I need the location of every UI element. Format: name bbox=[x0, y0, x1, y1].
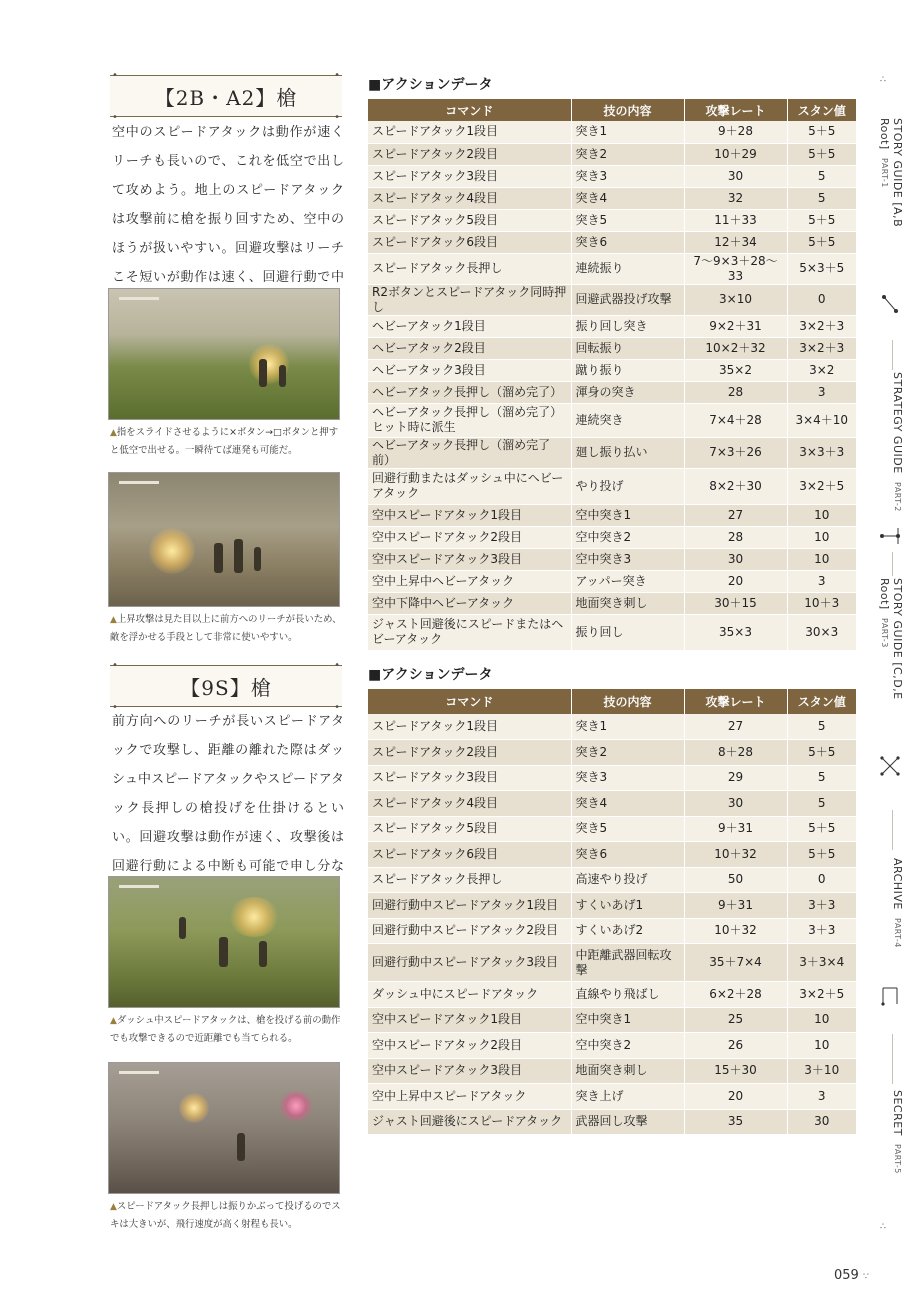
table-row bbox=[368, 187, 856, 209]
table-row bbox=[368, 570, 856, 592]
stun-value-cell: 10 bbox=[787, 548, 856, 570]
table-row bbox=[368, 165, 856, 187]
attack-rate-cell: 9＋31 bbox=[684, 816, 787, 842]
table-row bbox=[368, 614, 856, 650]
move-cell: 突き5 bbox=[571, 816, 684, 842]
table-row bbox=[368, 284, 856, 315]
stun-value-cell: 5＋5 bbox=[787, 143, 856, 165]
move-cell: アッパー突き bbox=[571, 570, 684, 592]
command-cell: 回避行動またはダッシュ中にヘビーアタック bbox=[368, 468, 571, 504]
move-cell: 回避武器投げ攻撃 bbox=[571, 284, 684, 315]
move-cell: 突き2 bbox=[571, 740, 684, 766]
column-header: 技の内容 bbox=[571, 689, 684, 714]
table-row bbox=[368, 315, 856, 337]
move-cell: 武器回し攻撃 bbox=[571, 1109, 684, 1135]
table-row bbox=[368, 468, 856, 504]
stun-value-cell: 5＋5 bbox=[787, 816, 856, 842]
move-cell: 廻し振り払い bbox=[571, 437, 684, 468]
attack-rate-cell: 8＋28 bbox=[684, 740, 787, 766]
stun-value-cell: 3＋3×4 bbox=[787, 944, 856, 982]
command-cell: 回避行動中スピードアタック2段目 bbox=[368, 918, 571, 944]
attack-rate-cell: 9＋31 bbox=[684, 893, 787, 919]
attack-rate-cell: 28 bbox=[684, 526, 787, 548]
table-row bbox=[368, 842, 856, 868]
screenshot-image bbox=[108, 1062, 340, 1194]
screenshot-image bbox=[108, 288, 340, 420]
column-header: 攻撃レート bbox=[684, 99, 787, 121]
move-cell: 突き1 bbox=[571, 714, 684, 740]
command-cell: スピードアタック6段目 bbox=[368, 231, 571, 253]
move-cell: 空中突き1 bbox=[571, 504, 684, 526]
constellation-icon bbox=[878, 754, 902, 778]
attack-rate-cell: 11＋33 bbox=[684, 209, 787, 231]
nav-story-guide-cde[interactable]: STORY GUIDE [C,D,E Root]PART-3 bbox=[878, 578, 904, 700]
command-cell: 空中下降中ヘビーアタック bbox=[368, 592, 571, 614]
command-cell: ジャスト回避後にスピードまたはヘビーアタック bbox=[368, 614, 571, 650]
attack-rate-cell: 30＋15 bbox=[684, 592, 787, 614]
attack-rate-cell: 7×3＋26 bbox=[684, 437, 787, 468]
column-header: コマンド bbox=[368, 99, 571, 121]
attack-rate-cell: 26 bbox=[684, 1033, 787, 1059]
attack-rate-cell: 10＋32 bbox=[684, 842, 787, 868]
move-cell: 地面突き刺し bbox=[571, 1058, 684, 1084]
table-row bbox=[368, 893, 856, 919]
stun-value-cell: 3 bbox=[787, 381, 856, 403]
attack-rate-cell: 20 bbox=[684, 570, 787, 592]
move-cell: 空中突き1 bbox=[571, 1007, 684, 1033]
table-row bbox=[368, 765, 856, 791]
command-cell: ダッシュ中にスピードアタック bbox=[368, 982, 571, 1008]
section-header-2b-a2: • • • • 【2B・A2】槍 bbox=[112, 70, 340, 123]
move-cell: 突き3 bbox=[571, 165, 684, 187]
command-cell: ヘビーアタック長押し（溜め完了前） bbox=[368, 437, 571, 468]
command-cell: 空中スピードアタック3段目 bbox=[368, 548, 571, 570]
move-cell: 直線やり飛ばし bbox=[571, 982, 684, 1008]
move-cell: 空中突き2 bbox=[571, 1033, 684, 1059]
command-cell: スピードアタック6段目 bbox=[368, 842, 571, 868]
attack-rate-cell: 6×2＋28 bbox=[684, 982, 787, 1008]
table-row bbox=[368, 359, 856, 381]
table-row bbox=[368, 982, 856, 1008]
command-cell: スピードアタック1段目 bbox=[368, 714, 571, 740]
move-cell: 突き2 bbox=[571, 143, 684, 165]
stun-value-cell: 5 bbox=[787, 165, 856, 187]
attack-rate-cell: 12＋34 bbox=[684, 231, 787, 253]
attack-rate-cell: 30 bbox=[684, 791, 787, 817]
command-cell: ジャスト回避後にスピードアタック bbox=[368, 1109, 571, 1135]
triangle-icon: ▲ bbox=[110, 1202, 117, 1212]
table-row bbox=[368, 816, 856, 842]
table-row bbox=[368, 253, 856, 284]
table-row bbox=[368, 121, 856, 143]
move-cell: 突き4 bbox=[571, 187, 684, 209]
stun-value-cell: 3×3＋3 bbox=[787, 437, 856, 468]
table-row bbox=[368, 209, 856, 231]
command-cell: ヘビーアタック1段目 bbox=[368, 315, 571, 337]
move-cell: 突き5 bbox=[571, 209, 684, 231]
stun-value-cell: 10 bbox=[787, 1033, 856, 1059]
image-caption: ▲スピードアタック長押しは振りかぶって投げるのでスキは大きいが、飛行速度が高く射程も長い。 bbox=[110, 1201, 341, 1230]
stun-value-cell: 3×2＋5 bbox=[787, 468, 856, 504]
attack-rate-cell: 35＋7×4 bbox=[684, 944, 787, 982]
stun-value-cell: 3×2＋5 bbox=[787, 982, 856, 1008]
table-row bbox=[368, 714, 856, 740]
command-cell: R2ボタンとスピードアタック同時押し bbox=[368, 284, 571, 315]
attack-rate-cell: 35×2 bbox=[684, 359, 787, 381]
stun-value-cell: 30×3 bbox=[787, 614, 856, 650]
table-row bbox=[368, 592, 856, 614]
dots-ornament: ∴ bbox=[880, 1222, 886, 1232]
image-caption: ▲ダッシュ中スピードアタックは、槍を投げる前の動作でも攻撃できるので近距離でも当てられる。 bbox=[110, 1015, 341, 1044]
section-title: 【9S】槍 bbox=[180, 675, 272, 700]
section-header-9s: • • • • 【9S】槍 bbox=[112, 660, 340, 713]
move-cell: すくいあげ2 bbox=[571, 918, 684, 944]
stun-value-cell: 5＋5 bbox=[787, 842, 856, 868]
table-row bbox=[368, 1033, 856, 1059]
column-header: 攻撃レート bbox=[684, 689, 787, 714]
stun-value-cell: 5＋5 bbox=[787, 740, 856, 766]
attack-rate-cell: 35 bbox=[684, 1109, 787, 1135]
attack-rate-cell: 15＋30 bbox=[684, 1058, 787, 1084]
table-row bbox=[368, 548, 856, 570]
column-header: スタン値 bbox=[787, 99, 856, 121]
attack-rate-cell: 50 bbox=[684, 867, 787, 893]
image-caption: ▲指をスライドさせるように×ボタン→□ボタンと押すと低空で出せる。一瞬待てば連発も可能だ。 bbox=[110, 427, 339, 456]
table-row bbox=[368, 231, 856, 253]
table-row bbox=[368, 381, 856, 403]
stun-value-cell: 5＋5 bbox=[787, 121, 856, 143]
stun-value-cell: 10 bbox=[787, 526, 856, 548]
move-cell: 渾身の突き bbox=[571, 381, 684, 403]
command-cell: 回避行動中スピードアタック3段目 bbox=[368, 944, 571, 982]
triangle-icon: ▲ bbox=[110, 428, 117, 438]
command-cell: 空中スピードアタック1段目 bbox=[368, 1007, 571, 1033]
image-caption: ▲上昇攻撃は見た目以上に前方へのリーチが長いため、敵を浮かせる手段として非常に使いやすい。 bbox=[110, 614, 342, 643]
table-row bbox=[368, 1084, 856, 1110]
attack-rate-cell: 25 bbox=[684, 1007, 787, 1033]
table-row bbox=[368, 403, 856, 437]
move-cell: 突き上げ bbox=[571, 1084, 684, 1110]
stun-value-cell: 3×2＋3 bbox=[787, 315, 856, 337]
column-header: スタン値 bbox=[787, 689, 856, 714]
move-cell: 連続振り bbox=[571, 253, 684, 284]
table-row bbox=[368, 143, 856, 165]
command-cell: ヘビーアタック3段目 bbox=[368, 359, 571, 381]
move-cell: 連続突き bbox=[571, 403, 684, 437]
command-cell: 空中スピードアタック1段目 bbox=[368, 504, 571, 526]
stun-value-cell: 5＋5 bbox=[787, 209, 856, 231]
move-cell: 突き6 bbox=[571, 842, 684, 868]
command-cell: スピードアタック5段目 bbox=[368, 209, 571, 231]
stun-value-cell: 5×3＋5 bbox=[787, 253, 856, 284]
attack-rate-cell: 10＋32 bbox=[684, 918, 787, 944]
move-cell: 蹴り振り bbox=[571, 359, 684, 381]
stun-value-cell: 0 bbox=[787, 867, 856, 893]
table-row bbox=[368, 1109, 856, 1135]
command-cell: スピードアタック2段目 bbox=[368, 143, 571, 165]
move-cell: 空中突き3 bbox=[571, 548, 684, 570]
attack-rate-cell: 20 bbox=[684, 1084, 787, 1110]
move-cell: 突き6 bbox=[571, 231, 684, 253]
move-cell: すくいあげ1 bbox=[571, 893, 684, 919]
attack-rate-cell: 29 bbox=[684, 765, 787, 791]
move-cell: やり投げ bbox=[571, 468, 684, 504]
stun-value-cell: 10 bbox=[787, 504, 856, 526]
command-cell: スピードアタック1段目 bbox=[368, 121, 571, 143]
stun-value-cell: 3＋10 bbox=[787, 1058, 856, 1084]
table-title: ■アクションデータ bbox=[368, 77, 493, 93]
command-cell: スピードアタック4段目 bbox=[368, 187, 571, 209]
command-cell: 空中スピードアタック2段目 bbox=[368, 1033, 571, 1059]
move-cell: 突き4 bbox=[571, 791, 684, 817]
command-cell: スピードアタック5段目 bbox=[368, 816, 571, 842]
nav-secret[interactable]: SECRETPART-5 bbox=[891, 1090, 904, 1174]
move-cell: 中距離武器回転攻撃 bbox=[571, 944, 684, 982]
move-cell: 突き3 bbox=[571, 765, 684, 791]
command-cell: 空中上昇中スピードアタック bbox=[368, 1084, 571, 1110]
section-body-text: 前方向へのリーチが長いスピードアタックで攻撃し、距離の離れた際はダッシュ中スピードアタックやスピードアタック長押しの槍投げを仕掛けるといい。回避攻撃は動作が速く、攻撃後は回避行動による中断も可能で申し分な bbox=[112, 714, 344, 874]
move-cell: 空中突き2 bbox=[571, 526, 684, 548]
constellation-icon bbox=[878, 292, 902, 316]
stun-value-cell: 3＋3 bbox=[787, 918, 856, 944]
attack-rate-cell: 10＋29 bbox=[684, 143, 787, 165]
stun-value-cell: 3×2 bbox=[787, 359, 856, 381]
screenshot-image bbox=[108, 876, 340, 1008]
table-row bbox=[368, 918, 856, 944]
stun-value-cell: 5 bbox=[787, 714, 856, 740]
command-cell: スピードアタック長押し bbox=[368, 253, 571, 284]
attack-rate-cell: 9×2＋31 bbox=[684, 315, 787, 337]
stun-value-cell: 3 bbox=[787, 570, 856, 592]
table-row bbox=[368, 1007, 856, 1033]
stun-value-cell: 3×2＋3 bbox=[787, 337, 856, 359]
stun-value-cell: 10 bbox=[787, 1007, 856, 1033]
table-row bbox=[368, 526, 856, 548]
section-body-text: 空中のスピードアタックは動作が速くリーチも長いので、これを低空で出して攻めよう。地上のスピードアタックは攻撃前に槍を振り回すため、空中のほうが扱いやすい。回避攻撃はリーチこそ短いが動作は速く、回避行動で中 bbox=[112, 125, 344, 285]
attack-rate-cell: 28 bbox=[684, 381, 787, 403]
command-cell: 空中上昇中ヘビーアタック bbox=[368, 570, 571, 592]
constellation-icon bbox=[878, 984, 902, 1008]
move-cell: 高速やり投げ bbox=[571, 867, 684, 893]
attack-rate-cell: 30 bbox=[684, 165, 787, 187]
table-row bbox=[368, 337, 856, 359]
table-row bbox=[368, 944, 856, 982]
command-cell: スピードアタック長押し bbox=[368, 867, 571, 893]
table-row bbox=[368, 1058, 856, 1084]
command-cell: ヘビーアタック長押し（溜め完了）ヒット時に派生 bbox=[368, 403, 571, 437]
column-header: コマンド bbox=[368, 689, 571, 714]
command-cell: スピードアタック4段目 bbox=[368, 791, 571, 817]
move-cell: 振り回し bbox=[571, 614, 684, 650]
attack-rate-cell: 30 bbox=[684, 548, 787, 570]
dots-ornament: ∴ bbox=[880, 75, 886, 85]
action-data-table-1 bbox=[368, 99, 856, 651]
stun-value-cell: 5 bbox=[787, 765, 856, 791]
attack-rate-cell: 32 bbox=[684, 187, 787, 209]
table-row bbox=[368, 791, 856, 817]
stun-value-cell: 5 bbox=[787, 187, 856, 209]
stun-value-cell: 3×4＋10 bbox=[787, 403, 856, 437]
stun-value-cell: 3 bbox=[787, 1084, 856, 1110]
command-cell: ヘビーアタック2段目 bbox=[368, 337, 571, 359]
command-cell: スピードアタック3段目 bbox=[368, 165, 571, 187]
nav-strategy-guide[interactable]: STRATEGY GUIDEPART-2 bbox=[891, 372, 904, 512]
section-title: 【2B・A2】槍 bbox=[154, 85, 298, 110]
move-cell: 突き1 bbox=[571, 121, 684, 143]
stun-value-cell: 5 bbox=[787, 791, 856, 817]
attack-rate-cell: 35×3 bbox=[684, 614, 787, 650]
nav-archive[interactable]: ARCHIVEPART-4 bbox=[891, 858, 904, 948]
attack-rate-cell: 27 bbox=[684, 504, 787, 526]
command-cell: 空中スピードアタック2段目 bbox=[368, 526, 571, 548]
attack-rate-cell: 7〜9×3＋28〜33 bbox=[684, 253, 787, 284]
move-cell: 回転振り bbox=[571, 337, 684, 359]
command-cell: ヘビーアタック長押し（溜め完了） bbox=[368, 381, 571, 403]
column-header: 技の内容 bbox=[571, 99, 684, 121]
page-number: 059 ∵ bbox=[834, 1268, 869, 1283]
attack-rate-cell: 3×10 bbox=[684, 284, 787, 315]
table-row bbox=[368, 437, 856, 468]
move-cell: 地面突き刺し bbox=[571, 592, 684, 614]
stun-value-cell: 30 bbox=[787, 1109, 856, 1135]
attack-rate-cell: 27 bbox=[684, 714, 787, 740]
attack-rate-cell: 9＋28 bbox=[684, 121, 787, 143]
stun-value-cell: 0 bbox=[787, 284, 856, 315]
command-cell: 空中スピードアタック3段目 bbox=[368, 1058, 571, 1084]
constellation-icon bbox=[878, 524, 902, 548]
stun-value-cell: 3＋3 bbox=[787, 893, 856, 919]
triangle-icon: ▲ bbox=[110, 615, 117, 625]
command-cell: スピードアタック2段目 bbox=[368, 740, 571, 766]
table-row bbox=[368, 740, 856, 766]
table-row bbox=[368, 504, 856, 526]
attack-rate-cell: 8×2＋30 bbox=[684, 468, 787, 504]
command-cell: 回避行動中スピードアタック1段目 bbox=[368, 893, 571, 919]
stun-value-cell: 10＋3 bbox=[787, 592, 856, 614]
command-cell: スピードアタック3段目 bbox=[368, 765, 571, 791]
triangle-icon: ▲ bbox=[110, 1016, 117, 1026]
move-cell: 振り回し突き bbox=[571, 315, 684, 337]
nav-story-guide-ab[interactable]: STORY GUIDE [A,B Root]PART-1 bbox=[878, 118, 904, 228]
action-data-table-2 bbox=[368, 689, 856, 1135]
attack-rate-cell: 10×2＋32 bbox=[684, 337, 787, 359]
table-row bbox=[368, 867, 856, 893]
table-title: ■アクションデータ bbox=[368, 667, 493, 683]
attack-rate-cell: 7×4＋28 bbox=[684, 403, 787, 437]
stun-value-cell: 5＋5 bbox=[787, 231, 856, 253]
screenshot-image bbox=[108, 472, 340, 607]
